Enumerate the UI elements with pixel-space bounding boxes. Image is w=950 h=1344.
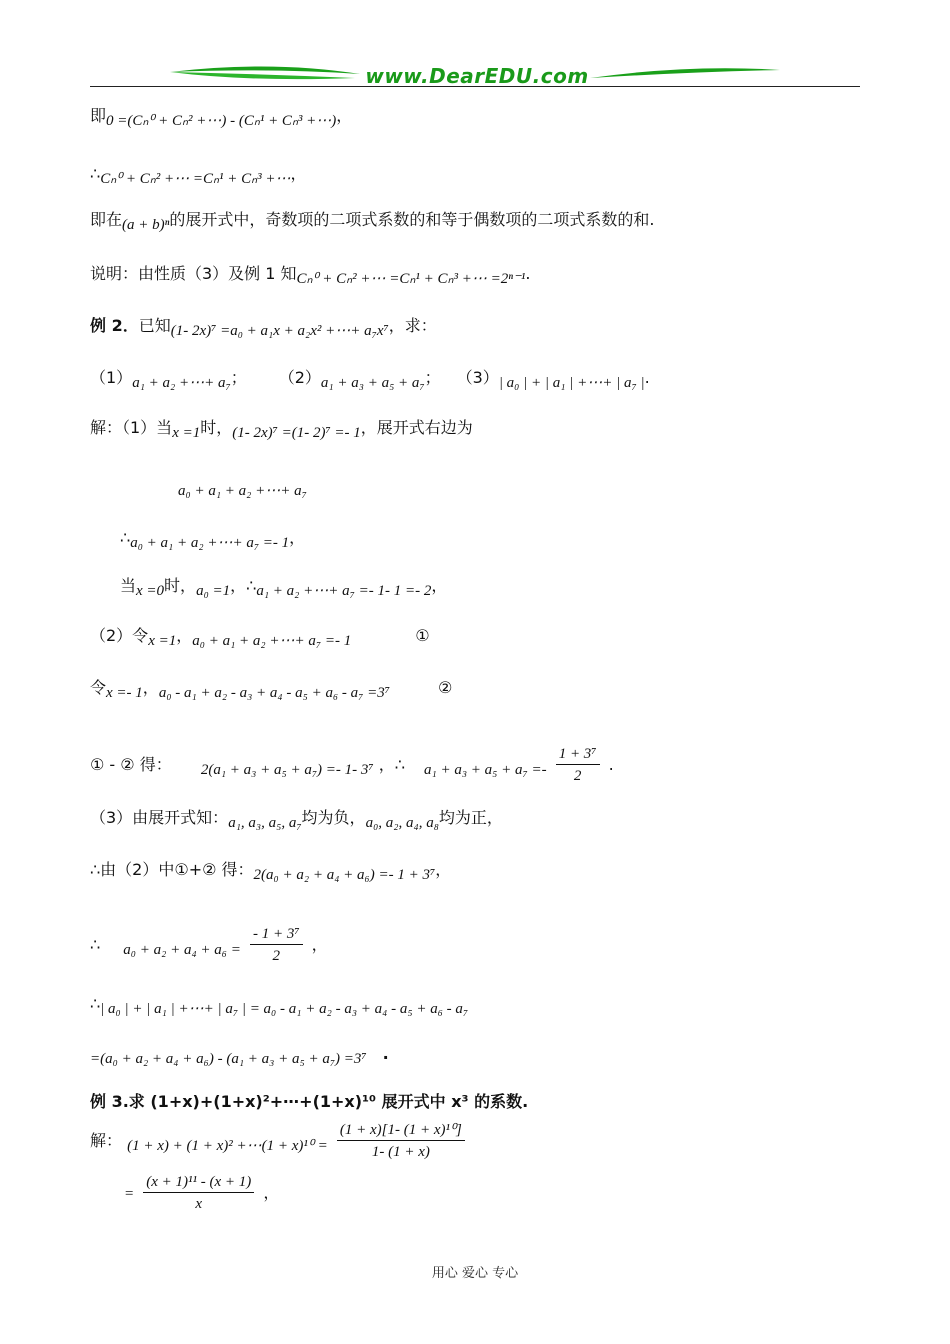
line-l15-part: ，: [435, 860, 452, 879]
line-20-expr: (1 + x) + (1 + x)² +⋯(1 + x)¹⁰ =: [127, 1138, 328, 1154]
line-13-expr: 2(a₁ + a₃ + a₅ + a₇) =- 1- 3⁷: [200, 762, 374, 778]
line-l4-part: 说明：由性质（3）及例 1 知: [90, 264, 297, 283]
line-l10-part: a₁ + a₂ +⋯+ a₇ =- 1- 1 =- 2: [256, 583, 432, 599]
line-l14: [90, 808, 503, 829]
line-l5-part: 已知: [138, 316, 171, 335]
line-l11-part: a₀ + a₁ + a₂ +⋯+ a₇ =- 1: [192, 633, 352, 649]
line-l9-part: ，: [289, 528, 306, 547]
line-l17-part: ∴: [90, 994, 101, 1013]
line-l4: [90, 264, 530, 285]
line-l18: [90, 1048, 389, 1069]
line-16-denominator: 2: [272, 948, 281, 964]
line-16-fraction: [250, 924, 303, 967]
line-l7-part: 解：（1）当: [90, 418, 173, 437]
line-l10-part: 时，: [164, 576, 197, 595]
line-21-fraction: [143, 1172, 254, 1215]
line-l1-part: 0 =(Cₙ⁰ + Cₙ² +⋯) - (Cₙ¹ + Cₙ³ +⋯): [106, 113, 337, 129]
line-l10-part: a₀ =1: [196, 583, 231, 599]
line-13-mid: ，∴: [378, 755, 405, 774]
line-l6-part: a₁ + a₃ + a₅ + a₇: [320, 375, 425, 391]
line-l9-part: a₀ + a₁ + a₂ +⋯+ a₇ =- 1: [130, 535, 290, 551]
page-footer: 用心 爱心 专心: [431, 1266, 519, 1281]
line-13: [90, 744, 614, 787]
line-21: [124, 1172, 279, 1215]
line-21-denominator: x: [195, 1196, 203, 1212]
site-logo-text: www.DearEDU.com: [365, 64, 589, 88]
line-l14-part: a₀, a₂, a₄, a₈: [365, 815, 439, 831]
line-l18-part: =(a₀ + a₂ + a₄ + a₆) - (a₁ + a₃ + a₅ + a₇) =3⁷: [90, 1051, 367, 1067]
line-l17-part: | a₀ | + | a₁ | +⋯+ | a₇ | = a₀ - a₁ + a₂ - a₃ + a₄ - a₅ + a₆ - a₇: [100, 1001, 469, 1017]
line-l15: [90, 860, 451, 881]
line-20-prefix: 解：: [90, 1131, 123, 1150]
line-l3-part: 即在: [90, 210, 123, 229]
line-13-lhs: a₁ + a₃ + a₅ + a₇ =-: [424, 762, 547, 778]
line-20-numerator: (1 + x)[1- (1 + x)¹⁰]: [337, 1120, 465, 1141]
line-l15-part: ∴由（2）中①+② 得：: [90, 860, 254, 879]
line-20-fraction: [337, 1120, 465, 1163]
line-l7-part: x =1: [172, 425, 201, 441]
line-l11-part: （2）令: [90, 626, 149, 645]
line-l3-part: (a + b)ⁿ: [122, 217, 170, 233]
line-13-post: .: [608, 755, 614, 774]
line-l7-part: 时，: [200, 418, 233, 437]
line-l8-part: a₀ + a₁ + a₂ +⋯+ a₇: [178, 483, 307, 499]
line-16-prefix: ∴: [90, 935, 101, 954]
line-13-denominator: 2: [573, 768, 582, 784]
line-l19: [90, 1092, 528, 1112]
line-l6-part: （1）: [90, 368, 133, 387]
line-l1-part: 即: [90, 106, 107, 125]
line-l6-part: .: [644, 368, 650, 387]
line-l2-part: ∴: [90, 164, 101, 183]
line-l4-part: Cₙ⁰ + Cₙ² +⋯ =Cₙ¹ + Cₙ³ +⋯ =2ⁿ⁻¹: [296, 271, 526, 287]
line-l1-part: ，: [336, 106, 353, 125]
line-l11-part: ①: [351, 626, 430, 645]
line-l10-part: ，: [431, 576, 448, 595]
line-13-numerator: 1 + 3⁷: [556, 744, 600, 765]
line-l10: [120, 576, 447, 597]
line-21-prefix: =: [124, 1186, 135, 1202]
line-l6-part: ； （2）: [230, 368, 321, 387]
line-l12-part: x =- 1: [106, 685, 143, 701]
line-16-post: ，: [311, 935, 328, 954]
line-l12-part: a₀ - a₁ + a₂ - a₃ + a₄ - a₅ + a₆ - a₇ =3⁷: [158, 685, 390, 701]
line-l10-part: 当: [120, 576, 137, 595]
header-rule: [90, 86, 860, 87]
line-l6: [90, 368, 650, 389]
line-l19-part: 求 (1+x)+(1+x)²+⋯+(1+x)¹⁰ 展开式中 x³ 的系数.: [128, 1092, 529, 1111]
header-swoosh-left-2: [170, 72, 355, 79]
line-l2-part: ，: [290, 164, 307, 183]
line-16-lhs: a₀ + a₂ + a₄ + a₆ =: [123, 942, 241, 958]
line-l10-part: ，∴: [230, 576, 257, 595]
line-l14-part: （3）由展开式知：: [90, 808, 229, 827]
line-20: [90, 1120, 469, 1163]
line-l3-part: 的展开式中，奇数项的二项式系数的和等于偶数项的二项式系数的和.: [169, 210, 655, 229]
line-l5-part: (1- 2x)⁷ =a₀ + a₁x + a₂x² +⋯+ a₇x⁷: [170, 323, 389, 339]
line-l19-part: 例 3.: [90, 1092, 129, 1111]
line-l7: [90, 418, 473, 439]
line-l2: [90, 164, 307, 185]
line-21-numerator: (x + 1)¹¹ - (x + 1): [143, 1172, 254, 1193]
line-l3: [90, 210, 654, 231]
line-l2-part: Cₙ⁰ + Cₙ² +⋯ =Cₙ¹ + Cₙ³ +⋯: [100, 171, 291, 187]
line-l18-part: ·: [366, 1048, 389, 1067]
line-l5-part: ，求：: [388, 316, 437, 335]
line-l14-part: a₁, a₃, a₅, a₇: [228, 815, 302, 831]
line-l7-part: ，展开式右边为: [360, 418, 473, 437]
line-13-fraction: [556, 744, 600, 787]
line-l9-part: ∴: [120, 528, 131, 547]
line-20-denominator: 1- (1 + x): [371, 1144, 430, 1160]
line-l14-part: 均为负，: [301, 808, 366, 827]
line-l10-part: x =0: [136, 583, 165, 599]
line-l6-part: | a₀ | + | a₁ | +⋯+ | a₇ |: [498, 375, 645, 391]
line-l6-part: ； （3）: [424, 368, 499, 387]
line-l12: [90, 678, 452, 699]
line-l5-part: 例 2．: [90, 316, 139, 335]
line-l11-part: ，: [176, 626, 193, 645]
line-l8: [178, 480, 307, 501]
line-l17: [90, 994, 468, 1015]
line-l15-part: 2(a₀ + a₂ + a₄ + a₆) =- 1 + 3⁷: [253, 867, 436, 883]
line-l12-part: 令: [90, 678, 107, 697]
line-16-numerator: - 1 + 3⁷: [250, 924, 303, 945]
line-16: [90, 924, 328, 967]
line-13-prefix: ① - ② 得：: [90, 755, 172, 774]
line-l7-part: (1- 2x)⁷ =(1- 2)⁷ =- 1: [232, 425, 361, 441]
line-l12-part: ②: [389, 678, 453, 697]
line-l5: [90, 316, 437, 337]
line-l11: [90, 626, 430, 647]
line-l6-part: a₁ + a₂ +⋯+ a₇: [132, 375, 231, 391]
line-l12-part: ，: [142, 678, 159, 697]
line-21-post: ，: [263, 1183, 280, 1202]
line-l1: [90, 106, 352, 127]
line-l11-part: x =1: [148, 633, 177, 649]
header-swoosh-right: [590, 68, 780, 78]
line-l14-part: 均为正，: [438, 808, 503, 827]
line-l4-part: .: [525, 264, 531, 283]
line-l9: [120, 528, 305, 549]
